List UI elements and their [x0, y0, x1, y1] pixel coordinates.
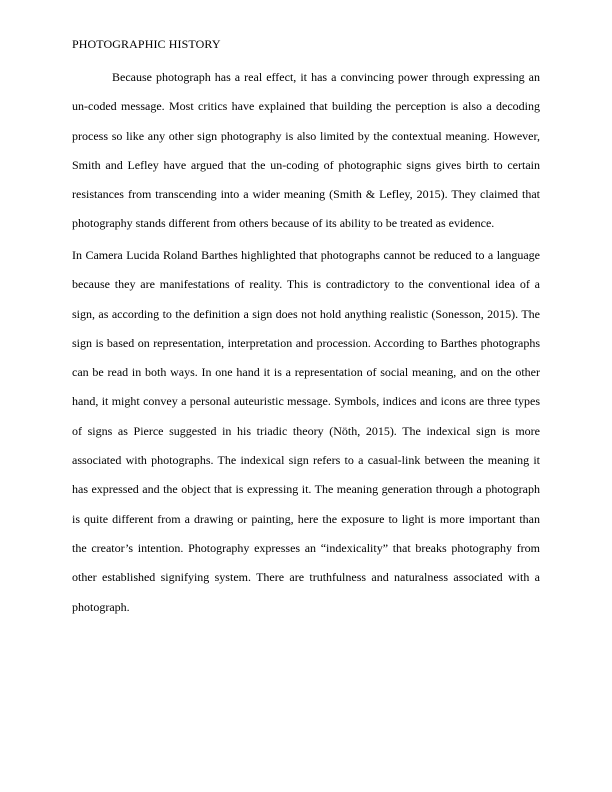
- running-head: PHOTOGRAPHIC HISTORY: [72, 37, 221, 51]
- paragraph-2: In Camera Lucida Roland Barthes highlighted that photographs cannot be reduced to a language because they are manifestations of reality. This is contradictory to the conventional idea of a sign, as according to the definition a sign does not hold anything realistic (Sonesson, 2015). The sign is based on representation, interpretation and procession. According to Barthes photographs can be read in both ways. In one hand it is a representation of social meaning, and on the other hand, it might convey a personal auteuristic message. Symbols, indices and icons are three types of signs as Pierce suggested in his triadic theory (Nöth, 2015). The indexical sign is more associated with photographs. The indexical sign refers to a casual-link between the meaning it has expressed and the object that is expressing it. The meaning generation through a photograph is quite different from a drawing or painting, here the exposure to light is more important than the creator’s intention. Photography expresses an “indexicality” that breaks photography from other established signifying system. There are truthfulness and naturalness associated with a photograph.: [72, 248, 540, 614]
- paragraph-1: Because photograph has a real effect, it has a convincing power through expressing an un-coded message. Most critics have explained that building the perception is also a decoding process so like any other sign photography is also limited by the contextual meaning. However, Smith and Lefley have argued that the un-coding of photographic signs gives birth to certain resistances from transcending into a wider meaning (Smith & Lefley, 2015). They claimed that photography stands different from others because of its ability to be treated as evidence.: [72, 70, 540, 231]
